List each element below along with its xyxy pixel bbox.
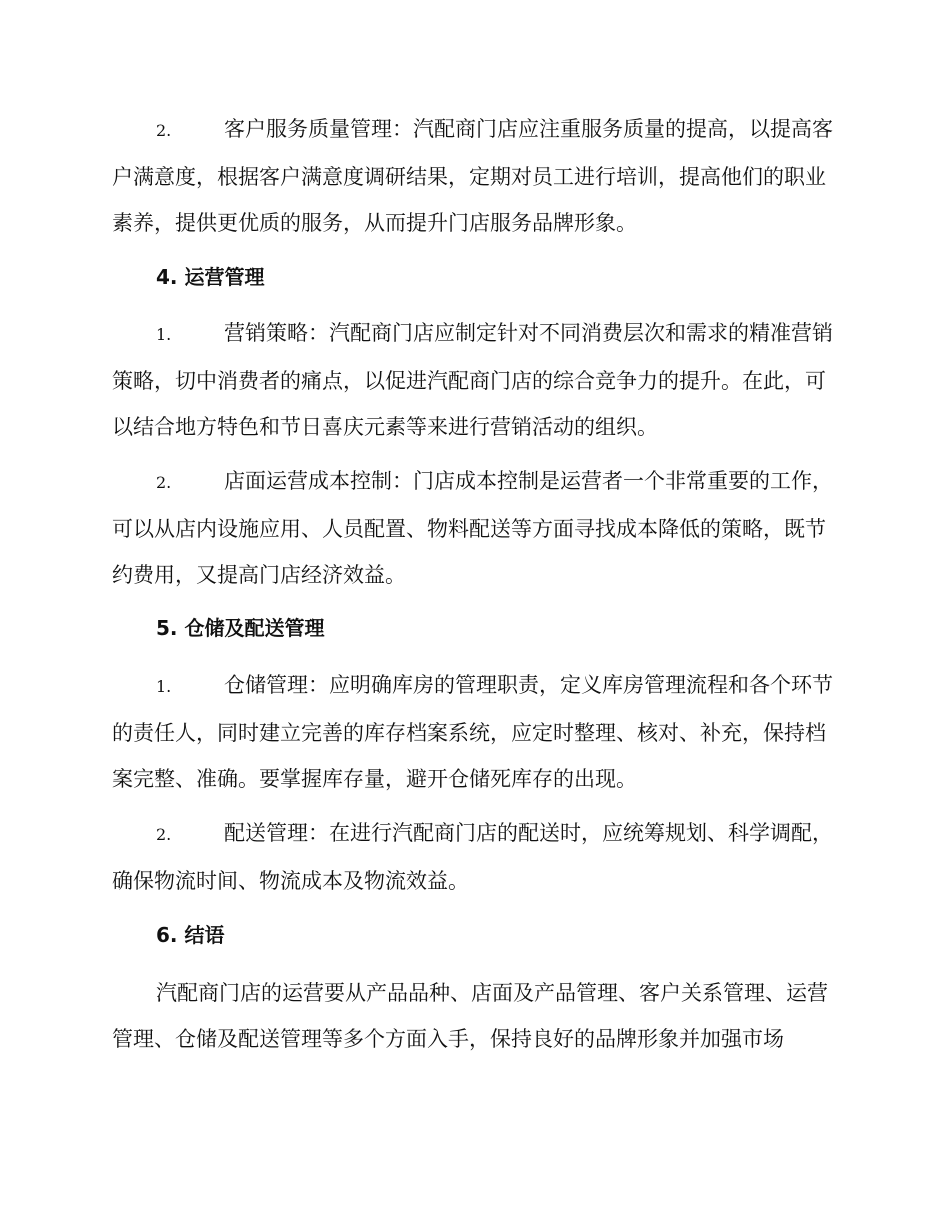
list-number: 2. xyxy=(156,121,172,140)
list-item-warehouse xyxy=(112,662,842,802)
list-item-service-quality xyxy=(112,106,842,246)
list-number: 1. xyxy=(156,677,172,696)
list-item-delivery xyxy=(112,810,842,904)
list-item-marketing xyxy=(112,310,842,450)
list-item-text: 仓储管理：应明确库房的管理职责，定义库房管理流程和各个环节的责任人，同时建立完善的库存档案系统，应定时整理、核对、补充，保持档案完整、准确。要掌握库存量，避开仓储死库存的出现。 xyxy=(112,673,833,791)
list-number: 1. xyxy=(156,325,172,344)
conclusion-paragraph: 汽配商门店的运营要从产品品种、店面及产品管理、客户关系管理、运营管理、仓储及配送管理等多个方面入手，保持良好的品牌形象并加强市场 xyxy=(112,981,828,1051)
section-heading-conclusion: 6. 结语 xyxy=(156,923,225,947)
list-item-text: 客户服务质量管理：汽配商门店应注重服务质量的提高，以提高客户满意度，根据客户满意度调研结果，定期对员工进行培训，提高他们的职业素养，提供更优质的服务，从而提升门店服务品牌形象。 xyxy=(112,117,833,235)
list-number: 2. xyxy=(156,473,172,492)
list-item-text: 营销策略：汽配商门店应制定针对不同消费层次和需求的精准营销策略，切中消费者的痛点，以促进汽配商门店的综合竞争力的提升。在此，可以结合地方特色和节日喜庆元素等来进行营销活动的组织。 xyxy=(112,321,833,439)
list-item-text: 店面运营成本控制：门店成本控制是运营者一个非常重要的工作，可以从店内设施应用、人员配置、物料配送等方面寻找成本降低的策略，既节约费用，又提高门店经济效益。 xyxy=(112,469,833,587)
list-number: 2. xyxy=(156,825,172,844)
list-item-text: 配送管理：在进行汽配商门店的配送时，应统筹规划、科学调配，确保物流时间、物流成本及物流效益。 xyxy=(112,821,833,893)
section-heading-warehouse: 5. 仓储及配送管理 xyxy=(156,616,325,640)
section-heading-operations: 4. 运营管理 xyxy=(156,265,265,289)
list-item-cost-control xyxy=(112,458,842,598)
